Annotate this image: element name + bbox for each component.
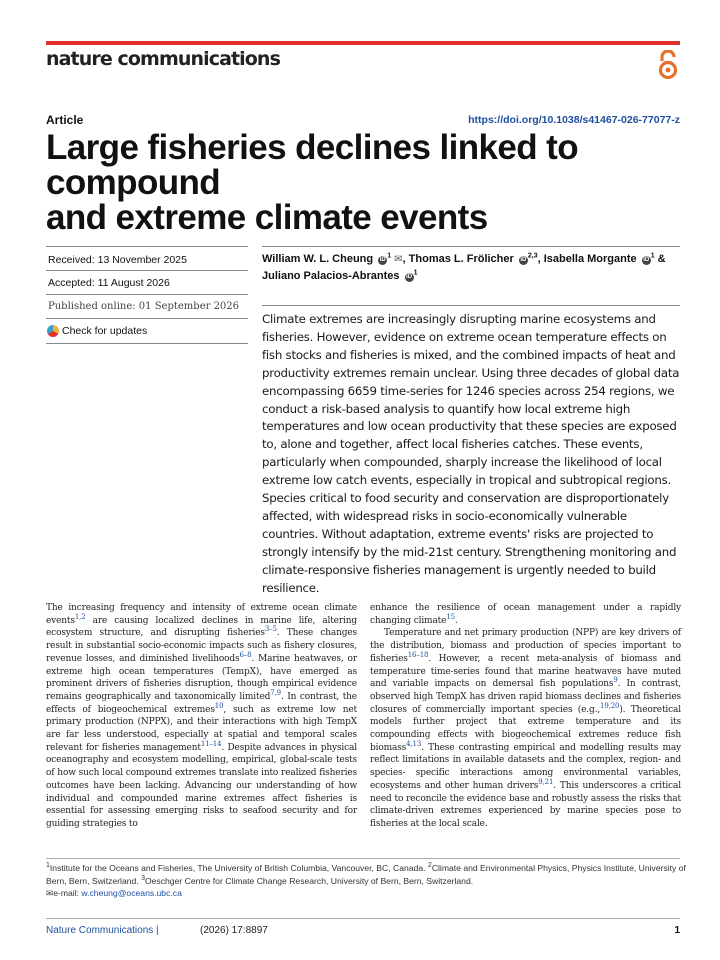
author-name[interactable]: , Thomas L. Frölicher <box>402 253 514 265</box>
article-type: Article <box>46 113 84 127</box>
title-line-2: and extreme climate events <box>46 198 488 237</box>
affiliation-ref: 1 <box>387 252 392 260</box>
divider <box>46 343 248 344</box>
affiliation-ref: 1 <box>650 252 655 260</box>
body-text: . These contrasting empirical and modelling results may reflect limitations in available datasets and the complex, region- and species- specific interactions among environmental variables, ecosystems and other human drivers <box>370 742 681 791</box>
divider <box>262 305 680 306</box>
citation-ref[interactable]: 7,9 <box>270 688 281 697</box>
body-text: The increasing frequency and intensity of extreme ocean climate events <box>46 603 357 626</box>
affiliation: Institute for the Oceans and Fisheries, The University of British Columbia, Vancouver, BC, Canada. <box>49 863 428 873</box>
body-paragraph <box>370 627 681 830</box>
abstract: Climate extremes are increasingly disrupting marine ecosystems and fisheries. However, evidence on extreme ocean temperature effects on fish stocks and fisheries is mixed, and the combined impacts of heat and productivity extremes remain unclear. Using three decades of global data encompassing 6659 time-series for 1246 species across 254 regions, we conduct a risk-based analysis to quantify how local extreme high temperatures and low ocean productivity that these species are exposed to, alone and together, affect local fisheries catches. These events, particularly when compounded, sharply increase the likelihood of local extreme low catch events, especially in tropical and subtropical regions. Species critical to food security and conservation are disproportionately affected, with widespread risks in socio-economically vulnerable countries. Without adaptation, extreme events' risks are projected to strongly intensify by the mid-21st century. Strengthening monitoring and climate-responsive fisheries management is urgently needed to build resilience. <box>262 312 680 595</box>
body-text: Temperature and net primary production (NPP) are key drivers of the distribution, biomass and production of species important to fisheries <box>370 628 681 664</box>
body-text: . However, a recent meta-analysis of biomass and temperature time-series found that marine heatwaves have muted and variable impacts on demersal fish populations <box>370 653 681 690</box>
divider <box>46 858 680 859</box>
orcid-icon[interactable]: iD <box>520 257 527 263</box>
body-text: . <box>454 615 458 626</box>
citation-ref[interactable]: 6–8 <box>239 650 252 659</box>
author-name[interactable]: Juliano Palacios-Abrantes <box>262 270 400 282</box>
body-column-1 <box>46 602 357 831</box>
citation-ref[interactable]: 1,2 <box>74 612 86 621</box>
citation-ref[interactable]: 15 <box>446 612 455 621</box>
page-number: 1 <box>674 925 680 936</box>
title-line-1: Large fisheries declines linked to compound <box>46 128 579 202</box>
footer-journal[interactable]: Nature Communications | <box>46 925 159 936</box>
body-paragraph <box>370 602 681 627</box>
open-access-icon <box>656 50 680 80</box>
affiliation-ref: 2,3 <box>527 252 538 260</box>
affiliation: Climate and Environmental Physics, Physics Institute, University of Bern, Bern, Switzerland. <box>46 863 686 886</box>
affiliation-number: 3 <box>141 874 145 882</box>
body-text: are causing localized declines in marine life, altering ecosystem structure, and disrupting fisheries <box>46 615 357 639</box>
email-label: e-mail: <box>53 888 82 898</box>
author-list <box>262 251 682 284</box>
body-text: . Marine heatwaves, or extreme high ocean temperatures (TempX), have emerged as prominent drivers of fisheries disruption, though empirical evidence remains geographically and taxonomically limited <box>46 653 357 702</box>
footer-citation: (2026) 17:8897 <box>200 925 268 936</box>
received-date: Received: 13 November 2025 <box>48 254 187 266</box>
affiliation: Oeschger Centre for Climate Change Research, University of Bern, Bern, Switzerland. <box>144 875 474 886</box>
citation-ref[interactable]: 19,20 <box>600 701 620 710</box>
citation-ref[interactable]: 4,13 <box>406 739 422 748</box>
citation-ref[interactable]: 11–14 <box>200 739 222 748</box>
accepted-date: Accepted: 11 August 2026 <box>48 277 170 289</box>
check-updates-icon <box>47 325 59 337</box>
body-text: . In contrast, observed high TempX has driven rapid biomass declines and fisheries closures of commercially important species (e.g., <box>370 679 681 715</box>
body-text: . In contrast, the effects of biogeochemical extremes <box>46 691 357 715</box>
body-text: , such as extreme low net primary production (NPPX), and their interactions with high TempX are far less understood, especially at spatial and temporal scales relevant for fisheries management <box>46 704 357 753</box>
body-text: . These changes result in substantial socio-economic impacts such as fishery closures, revenue losses, and diminished livelihoods <box>46 628 357 664</box>
body-column-2 <box>370 602 681 831</box>
body-paragraph <box>46 602 357 831</box>
divider <box>46 918 680 919</box>
email-link[interactable]: w.cheung@oceans.ubc.ca <box>81 888 182 898</box>
check-for-updates-button[interactable] <box>47 325 147 337</box>
header-accent-bar <box>46 41 680 45</box>
article-title <box>46 130 696 235</box>
check-updates-label: Check for updates <box>62 325 148 337</box>
citation-ref[interactable]: 16–18 <box>407 650 429 659</box>
divider <box>46 270 248 271</box>
affiliation-number: 1 <box>46 862 50 870</box>
affiliations <box>46 862 686 900</box>
citation-ref[interactable]: 9,21 <box>538 777 554 786</box>
citation-ref[interactable]: 10 <box>214 701 224 710</box>
divider <box>262 246 680 247</box>
citation-ref[interactable]: 3–5 <box>264 625 277 634</box>
divider <box>46 318 248 319</box>
body-text: enhance the resilience of ocean management under a rapidly changing climate <box>370 603 681 626</box>
doi-link[interactable]: https://doi.org/10.1038/s41467-026-77077-z <box>468 114 680 126</box>
journal-name[interactable]: nature communications <box>46 48 280 70</box>
author-separator: & <box>654 253 666 265</box>
divider <box>46 294 248 295</box>
divider <box>46 246 248 247</box>
affiliation-number: 2 <box>427 862 432 870</box>
author-name[interactable]: William W. L. Cheung <box>262 253 374 265</box>
body-text: . This underscores a critical need to reconcile the evidence base and robustly assess the risks that climate-driven extremes experienced by marine species pose to fisheries at the local scale. <box>370 780 681 829</box>
body-text: . Despite advances in physical oceanography and ecosystem modelling, empirical, global-scale tests of how such local compound extremes translate into realized fisheries outcomes have been lacking. Advancing our understanding of how individual and compounded marine extremes affect fisheries is essential for assessing emerging risks to seafood security and for guiding strategies to <box>46 742 357 829</box>
published-date: Published online: 01 September 2026 <box>48 301 240 312</box>
orcid-icon[interactable]: iD <box>379 257 386 263</box>
affiliation-ref: 1 <box>413 269 418 277</box>
orcid-icon[interactable]: iD <box>643 257 650 263</box>
citation-ref[interactable]: 9 <box>613 676 618 685</box>
orcid-icon[interactable]: iD <box>406 274 413 280</box>
author-name[interactable]: , Isabella Morgante <box>537 253 637 265</box>
body-text: ). Theoretical models further project that extreme temperature and its compounding effects with biogeochemical extremes reduce fish biomass <box>370 704 681 753</box>
email-icon[interactable]: ✉ <box>394 254 403 265</box>
email-icon: ✉ <box>46 888 54 898</box>
